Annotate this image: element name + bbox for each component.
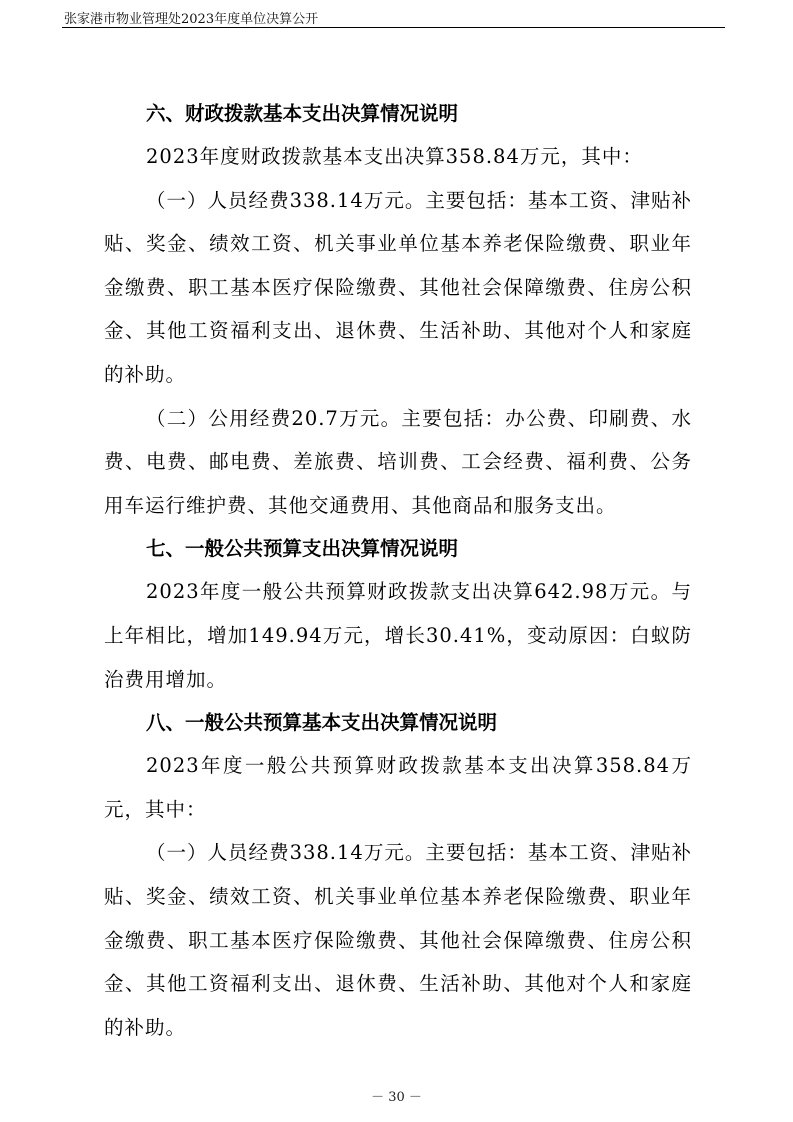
- paragraph: 2023年度财政拨款基本支出决算358.84万元，其中：: [146, 145, 643, 168]
- document-body: [104, 92, 692, 1049]
- section-heading: 七、一般公共预算支出决算情况说明: [146, 537, 459, 561]
- header-divider: [62, 27, 725, 28]
- section-basic-expenditure: [104, 92, 692, 527]
- section-general-budget-basic-expenditure: [104, 701, 692, 1049]
- paragraph: 2023年度一般公共预算财政拨款支出决算642.98万元。与上年相比，增加149.94万元，增长30.41%，变动原因：白蚁防治费用增加。: [104, 580, 692, 691]
- page-number: － 30 －: [371, 1090, 422, 1105]
- section-heading: 八、一般公共预算基本支出决算情况说明: [146, 711, 498, 735]
- paragraph: （一）人员经费338.14万元。主要包括：基本工资、津贴补贴、奖金、绩效工资、机关事业单位基本养老保险缴费、职业年金缴费、职工基本医疗保险缴费、其他社会保障缴费、住房公积金、其他工资福利支出、退休费、生活补助、其他对个人和家庭的补助。: [104, 841, 692, 1039]
- section-heading: 六、财政拨款基本支出决算情况说明: [146, 102, 459, 125]
- running-header: 张家港市物业管理处2023年度单位决算公开: [64, 12, 319, 27]
- paragraph: （二）公用经费20.7万元。主要包括：办公费、印刷费、水费、电费、邮电费、差旅费、培训费、工会经费、福利费、公务用车运行维护费、其他交通费用、其他商品和服务支出。: [104, 406, 692, 517]
- section-general-budget-expenditure: [104, 527, 692, 701]
- paragraph: （一）人员经费338.14万元。主要包括：基本工资、津贴补贴、奖金、绩效工资、机关事业单位基本养老保险缴费、职业年金缴费、职工基本医疗保险缴费、其他社会保障缴费、住房公积金、其他工资福利支出、退休费、生活补助、其他对个人和家庭的补助。: [104, 188, 692, 386]
- paragraph: 2023年度一般公共预算财政拨款基本支出决算358.84万元，其中：: [104, 754, 692, 821]
